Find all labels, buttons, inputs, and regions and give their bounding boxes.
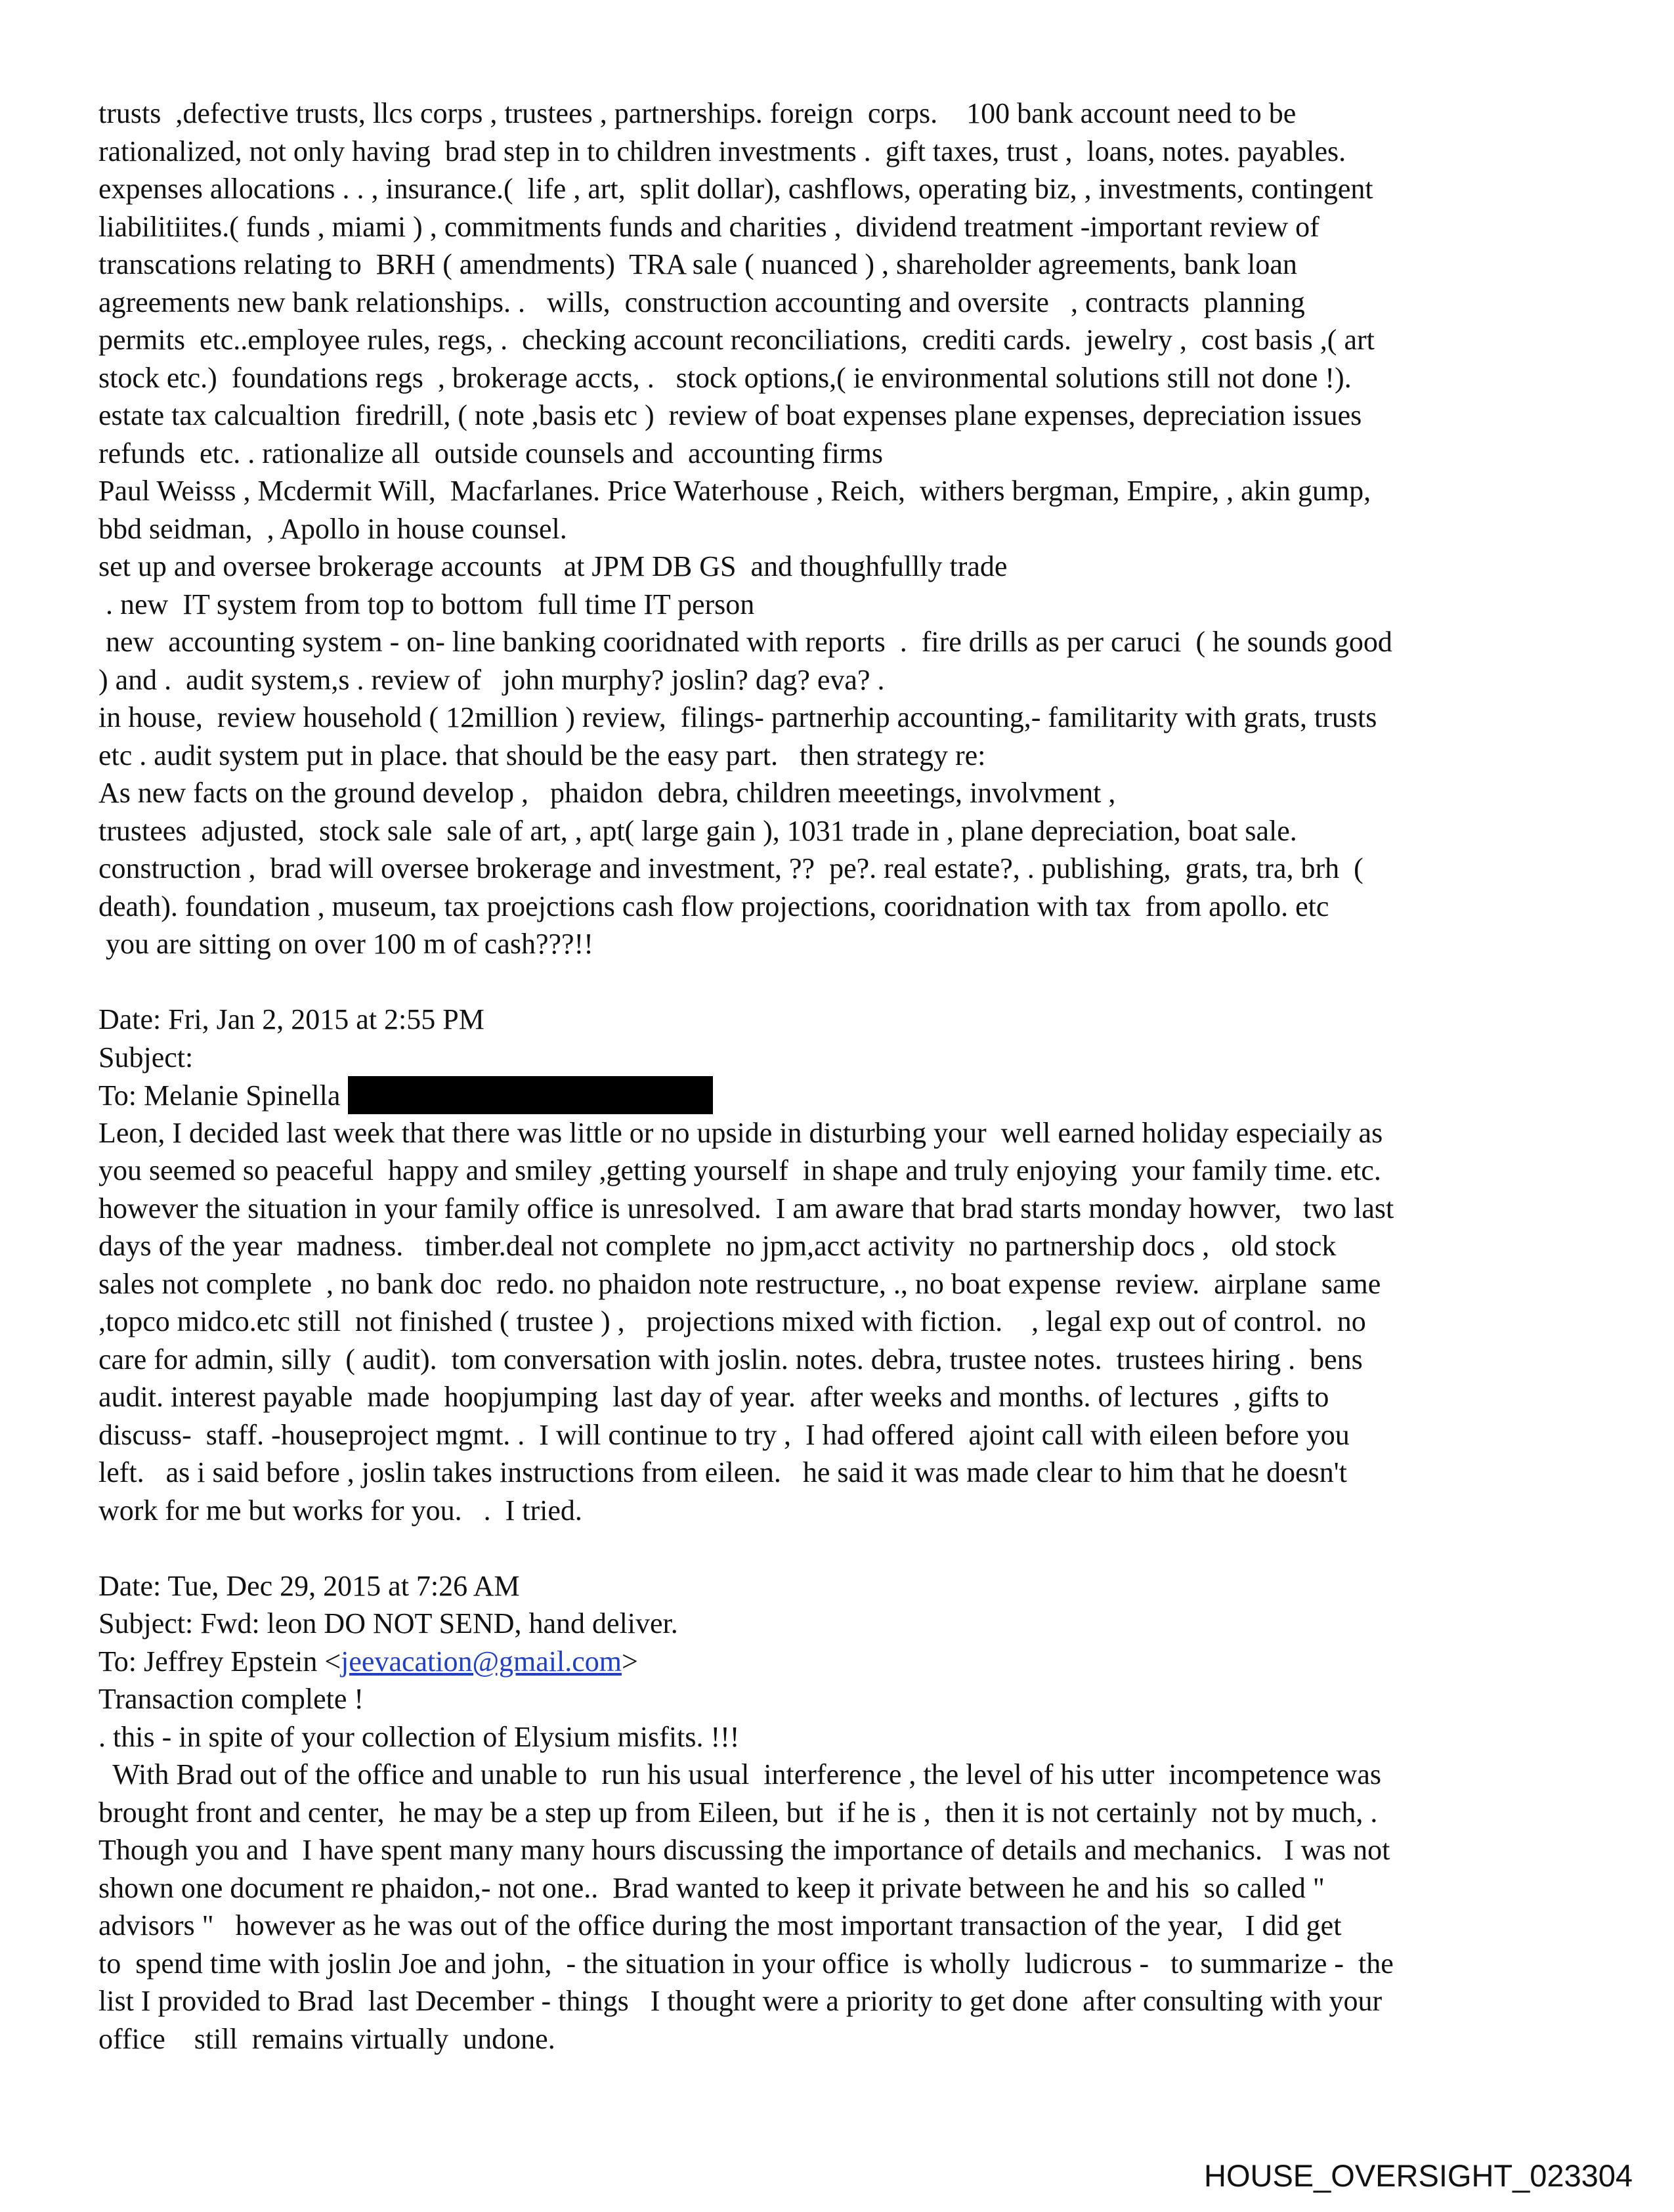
text-line: audit. interest payable made hoopjumping last day of year. after weeks and months. of lectures , gifts to <box>98 1381 1329 1413</box>
text-line: sales not complete , no bank doc redo. no phaidon note restructure, ., no boat expense review. airplane same <box>98 1267 1381 1300</box>
paragraph-gap <box>98 1529 1582 1567</box>
text-line: set up and oversee brokerage accounts at JPM DB GS and thoughfullly trade <box>98 550 1008 582</box>
text-line: discuss- staff. -houseproject mgmt. . I will continue to try , I had offered ajoint call with eileen before you <box>98 1418 1350 1451</box>
text-line: trusts ,defective trusts, llcs corps , trustees , partnerships. foreign corps. 100 bank account need to be <box>98 97 1297 129</box>
text-line: Leon, I decided last week that there was little or no upside in disturbing your well earned holiday especiaily as <box>98 1116 1383 1149</box>
text-line: death). foundation , museum, tax proejctions cash flow projections, cooridnation with tax from apollo. etc <box>98 890 1329 922</box>
paragraph-gap <box>98 963 1582 1001</box>
text-line: expenses allocations . . , insurance.( life , art, split dollar), cashflows, operating biz, , investments, contingent <box>98 173 1373 205</box>
text-line: stock etc.) foundations regs , brokerage accts, . stock options,( ie environmental solutions still not done !). <box>98 361 1352 394</box>
text-line: work for me but works for you. . I tried. <box>98 1494 582 1527</box>
text-line: left. as i said before , joslin takes instructions from eileen. he said it was made clear to him that he doesn't <box>98 1456 1347 1488</box>
text-line: shown one document re phaidon,- not one.. Brad wanted to keep it private between he and his so called " <box>98 1871 1325 1904</box>
text-line: construction , brad will oversee brokerage and investment, ?? pe?. real estate?, . publishing, grats, tra, brh ( <box>98 852 1363 884</box>
text-line: rationalized, not only having brad step in to children investments . gift taxes, trust , loans, notes. payables. <box>98 135 1346 167</box>
text-line: With Brad out of the office and unable to run his usual interference , the level of his utter incompetence was <box>98 1758 1381 1790</box>
text-line: days of the year madness. timber.deal not complete no jpm,acct activity no partnership docs , old stock <box>98 1230 1337 1262</box>
text-line: ,topco midco.etc still not finished ( trustee ) , projections mixed with fiction. , legal exp out of control. no <box>98 1305 1366 1337</box>
redaction-box <box>348 1076 713 1114</box>
text-line: you are sitting on over 100 m of cash???!! <box>98 928 593 960</box>
email-1-date: Date: Fri, Jan 2, 2015 at 2:55 PM <box>98 1003 484 1035</box>
body-top <box>98 95 1582 963</box>
text-line: transcations relating to BRH ( amendments) TRA sale ( nuanced ) , shareholder agreements, bank loan <box>98 248 1297 280</box>
text-line: liabilitiites.( funds , miami ) , commitments funds and charities , dividend treatment -important review of <box>98 210 1320 243</box>
text-line: care for admin, silly ( audit). tom conversation with joslin. notes. debra, trustee notes. trustees hiring . bens <box>98 1343 1363 1376</box>
document-page <box>98 95 1582 2058</box>
text-line: new accounting system - on- line banking cooridnated with reports . fire drills as per caruci ( he sounds good <box>98 626 1392 658</box>
text-line: brought front and center, he may be a step up from Eileen, but if he is , then it is not certainly not by much, . <box>98 1796 1378 1829</box>
email-1-subject: Subject: <box>98 1041 194 1073</box>
email-address-link[interactable]: jeevacation@gmail.com <box>341 1645 622 1678</box>
text-line: ) and . audit system,s . review of john murphy? joslin? dag? eva? . <box>98 663 885 696</box>
text-line: . this - in spite of your collection of Elysium misfits. !!! <box>98 1720 740 1753</box>
email-1-to <box>98 1076 1582 1114</box>
text-line: agreements new bank relationships. . wills, construction accounting and oversite , contracts planning <box>98 286 1305 318</box>
text-line: refunds etc. . rationalize all outside counsels and accounting firms <box>98 437 883 469</box>
text-line: Though you and I have spent many many hours discussing the importance of details and mechanics. I was not <box>98 1834 1390 1866</box>
bates-number: HOUSE_OVERSIGHT_023304 <box>1204 2158 1633 2193</box>
text-line: Paul Weisss , Mcdermit Will, Macfarlanes. Price Waterhouse , Reich, withers bergman, Empire, , akin gump, <box>98 475 1371 507</box>
text-line: you seemed so peaceful happy and smiley ,getting yourself in shape and truly enjoying your family time. etc. <box>98 1154 1381 1186</box>
email-2-subject: Subject: Fwd: leon DO NOT SEND, hand deliver. <box>98 1607 678 1639</box>
text-line: advisors " however as he was out of the office during the most important transaction of the year, I did get <box>98 1909 1342 1941</box>
text-line: bbd seidman, , Apollo in house counsel. <box>98 512 567 545</box>
text-line: permits etc..employee rules, regs, . checking account reconciliations, crediti cards. jewelry , cost basis ,( art <box>98 324 1375 356</box>
email-2-to-suffix: > <box>621 1645 638 1678</box>
text-line: to spend time with joslin Joe and john, - the situation in your office is wholly ludicrous - to summarize - the <box>98 1947 1394 1980</box>
text-line: however the situation in your family office is unresolved. I am aware that brad starts monday howver, two last <box>98 1192 1394 1225</box>
text-line: As new facts on the ground develop , phaidon debra, children meeetings, involvment , <box>98 777 1116 809</box>
email-2 <box>98 1567 1582 2058</box>
email-1 <box>98 1001 1582 1529</box>
text-line: Transaction complete ! <box>98 1683 364 1715</box>
text-line: etc . audit system put in place. that should be the easy part. then strategy re: <box>98 739 986 771</box>
text-line: estate tax calcualtion firedrill, ( note ,basis etc ) review of boat expenses plane expenses, depreciation issues <box>98 399 1362 431</box>
email-2-date: Date: Tue, Dec 29, 2015 at 7:26 AM <box>98 1569 520 1602</box>
email-1-recipient: To: Melanie Spinella <box>98 1079 341 1112</box>
text-line: in house, review household ( 12million ) review, filings- partnerhip accounting,- familitarity with grats, trusts <box>98 701 1377 733</box>
email-2-to-prefix: To: Jeffrey Epstein < <box>98 1645 341 1678</box>
text-line: . new IT system from top to bottom full time IT person <box>98 588 755 620</box>
text-line: list I provided to Brad last December - things I thought were a priority to get done after consulting with your <box>98 1985 1383 2017</box>
text-line: trustees adjusted, stock sale sale of art, , apt( large gain ), 1031 trade in , plane depreciation, boat sale. <box>98 814 1297 847</box>
text-line: office still remains virtually undone. <box>98 2022 555 2055</box>
email-2-to <box>98 1643 1582 1681</box>
